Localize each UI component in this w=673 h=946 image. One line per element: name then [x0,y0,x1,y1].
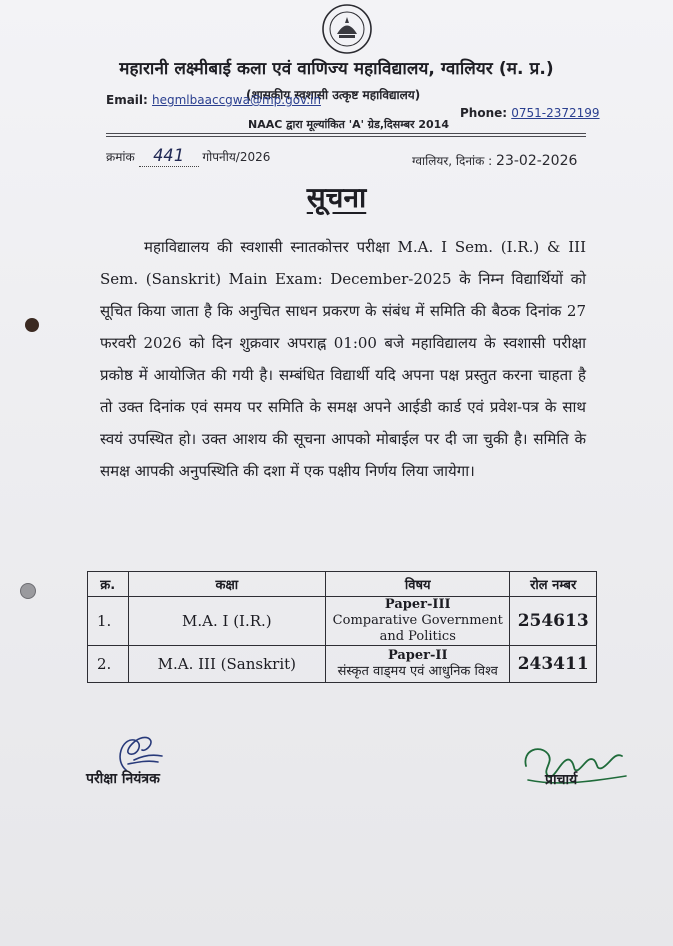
column-header-subject: विषय [326,572,510,597]
student-table [87,571,597,683]
controller-signature [108,730,168,774]
table-row [88,646,597,683]
paper-label: Paper-III [384,597,451,612]
naac-grade: NAAC द्वारा मूल्यांकित 'A' ग्रेड,दिसम्बर 2014 [248,118,449,131]
email-link[interactable]: hegmlbaaccgwa@mp.gov.in [152,93,321,107]
cell-subject [326,597,510,646]
cell-roll: 243411 [510,646,597,683]
email-line [106,93,321,107]
date-label: ग्वालियर, दिनांक : [412,154,493,168]
college-seal-logo [321,3,373,55]
cell-sno: 1. [88,597,129,646]
reference-number [106,146,270,167]
notice-date [412,152,577,169]
notice-paragraph: महाविद्यालय की स्वशासी स्नातकोत्तर परीक्षा M.A. I Sem. (I.R.) & III Sem. (Sanskrit) Main Exam: December-2025 के निम्न विद्यार्थियों को सूचित किया जाता है कि अनुचित साधन प्रकरण के संबंध में समिति की बैठक दिनांक 27 फरवरी 2026 को दिन शुक्रवार अपराह्न 01:00 बजे महाविद्यालय के स्वशासी परीक्षा प्रकोष्ठ में आयोजित की गयी है। सम्बंधित विद्यार्थी यदि अपना पक्ष प्रस्तुत करना चाहता है तो उक्त दिनांक एवं समय पर समिति के समक्ष अपने आईडी कार्ड एवं प्रवेश-पत्र के साथ स्वयं उपस्थित हो। उक्त आशय की सूचना आपको मोबाईल पर दी जा चुकी है। समिति के समक्ष आपकी अनुपस्थिति की दशा में एक पक्षीय निर्णय लिया जायेगा। [100,238,586,480]
punch-hole [25,318,39,332]
reference-label: क्रमांक [106,150,135,164]
notice-heading-text: सूचना [306,181,367,214]
table-row [88,597,597,646]
paper-label: Paper-II [387,648,448,663]
date-value: 23-02-2026 [496,153,578,169]
paper-name: संस्कृत वाड्मय एवं आधुनिक विश्व [337,664,498,679]
notice-heading [0,178,673,216]
college-name: महारानी लक्ष्मीबाई कला एवं वाणिज्य महाविद्यालय, ग्वालियर (म. प्र.) [119,59,554,79]
column-header-sno: क्र. [88,572,129,597]
notice-body [100,231,586,487]
cell-class: M.A. III (Sanskrit) [128,646,326,683]
punch-hole [20,583,36,599]
header-divider [106,136,586,137]
college-subtitle: (शासकीय स्वशासी उत्कृष्ट महाविद्यालय) [246,88,421,102]
header-divider [106,133,586,134]
cell-roll: 254613 [510,597,597,646]
phone-label: Phone: [460,106,508,120]
reference-suffix: गोपनीय/2026 [202,150,271,164]
table-header-row [88,572,597,597]
cell-subject [326,646,510,683]
phone-line [460,106,600,120]
email-label: Email: [106,93,148,107]
controller-title: परीक्षा नियंत्रक [86,771,160,787]
reference-handwritten-number: 441 [139,146,199,167]
column-header-class: कक्षा [128,572,326,597]
paper-name: Comparative Government and Politics [332,613,503,644]
cell-sno: 2. [88,646,129,683]
principal-title: प्राचार्य [545,772,578,788]
phone-link[interactable]: 0751-2372199 [511,106,600,120]
cell-class: M.A. I (I.R.) [128,597,326,646]
column-header-roll: रोल नम्बर [510,572,597,597]
